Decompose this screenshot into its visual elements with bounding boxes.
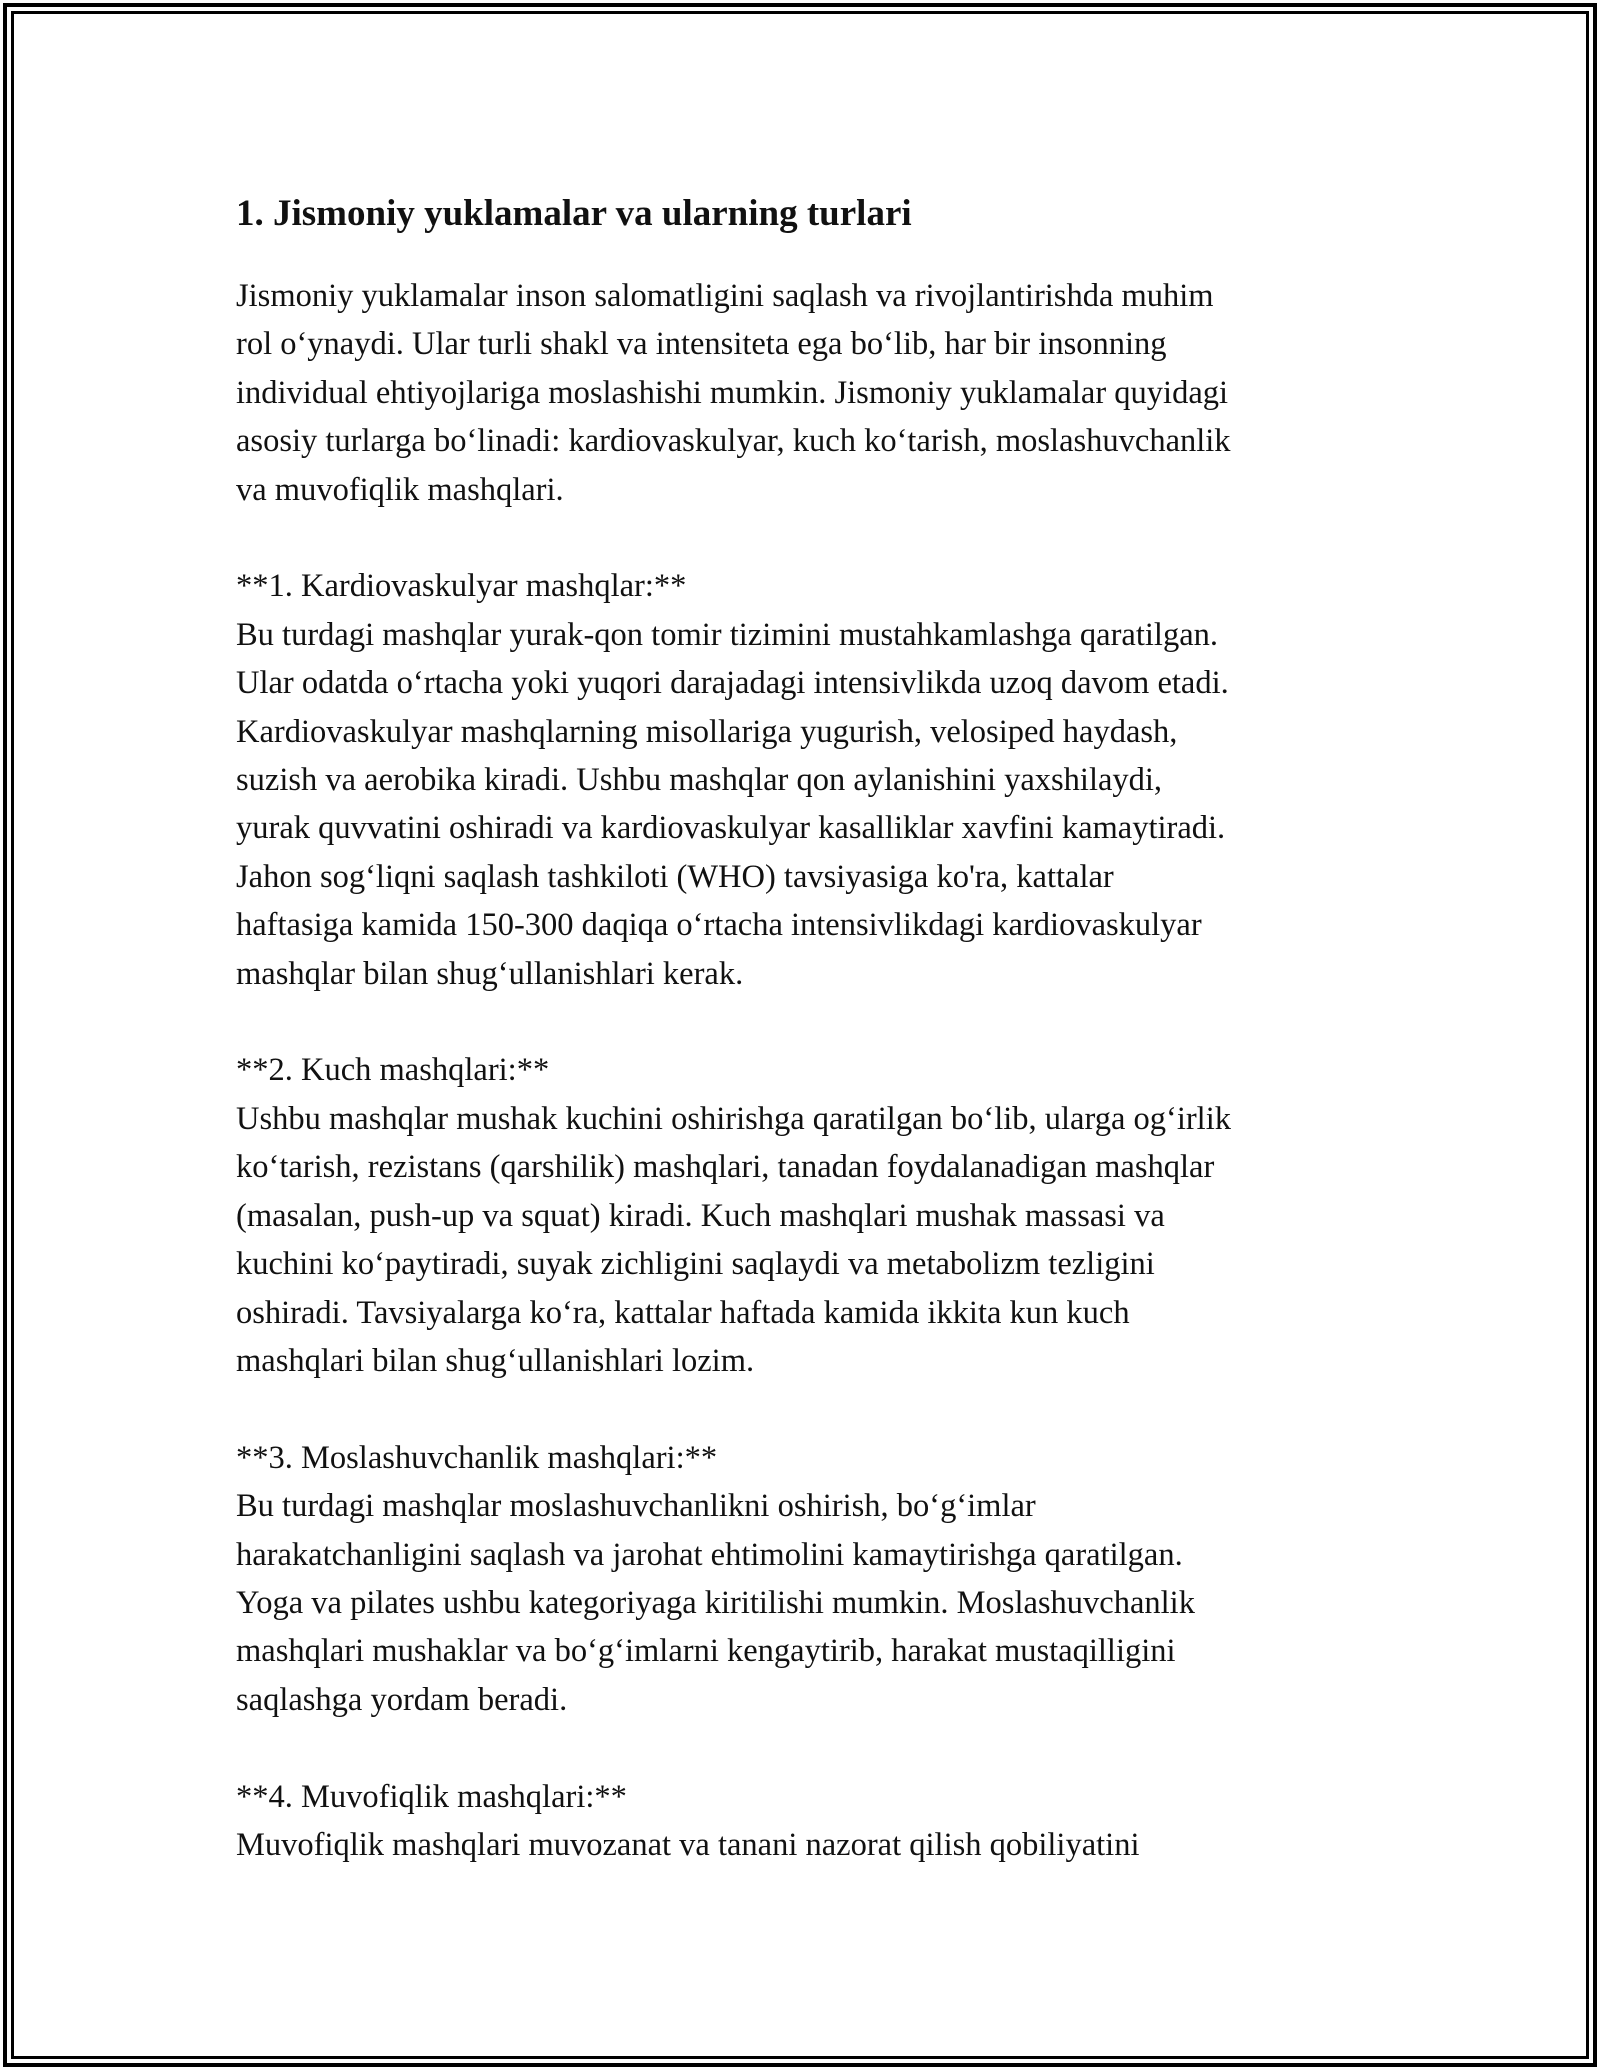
sections-list (236, 562, 1366, 1869)
section-line: mashqlari bilan shug‘ullanishlari lozim. (236, 1342, 755, 1379)
section-line: saqlashga yordam beradi. (236, 1681, 568, 1718)
section-line: haftasiga kamida 150-300 daqiqa o‘rtacha intensivlikdagi kardiovaskulyar (236, 907, 1202, 944)
section-paragraph (236, 1482, 1366, 1724)
section-line: Bu turdagi mashqlar yurak-qon tomir tizimini mustahkamlashga qaratilgan. (236, 616, 1218, 653)
section-line: Ushbu mashqlar mushak kuchini oshirishga qaratilgan bo‘lib, ularga og‘irlik (236, 1100, 1231, 1137)
section-line: mashqlari mushaklar va bo‘g‘imlarni kengaytirib, harakat mustaqilligini (236, 1633, 1176, 1670)
section-paragraph (236, 611, 1366, 998)
intro-line: asosiy turlarga bo‘linadi: kardiovaskulyar, kuch ko‘tarish, moslashuvchanlik (236, 423, 1231, 460)
section-paragraph (236, 1095, 1366, 1385)
section-title: **1. Kardiovaskulyar mashqlar:** (236, 568, 687, 605)
intro-line: rol o‘ynaydi. Ular turli shakl va intensiteta ega bo‘lib, har bir insonning (236, 326, 1167, 363)
section-line: harakatchanligini saqlash va jarohat ehtimolini kamaytirishga qaratilgan. (236, 1536, 1183, 1573)
intro-line: Jismoniy yuklamalar inson salomatligini saqlash va rivojlantirishda muhim (236, 278, 1214, 314)
section-line: Kardiovaskulyar mashqlarning misollariga yugurish, velosiped haydash, (236, 713, 1178, 750)
section-paragraph (236, 1821, 1366, 1869)
section-block (236, 1046, 1366, 1385)
section-title: **4. Muvofiqlik mashqlari:** (236, 1778, 627, 1815)
section-title: **2. Kuch mashqlari:** (236, 1052, 550, 1089)
intro-line: va muvofiqlik mashqlari. (236, 471, 564, 508)
section-line: oshiradi. Tavsiyalarga ko‘ra, kattalar haftada kamida ikkita kun kuch (236, 1294, 1130, 1331)
intro-paragraph (236, 272, 1366, 514)
section-line: Bu turdagi mashqlar moslashuvchanlikni oshirish, bo‘g‘imlar (236, 1488, 1036, 1525)
section-block (236, 562, 1366, 998)
document-heading: 1. Jismoniy yuklamalar va ularning turlari (236, 193, 912, 234)
section-line: (masalan, push-up va squat) kiradi. Kuch mashqlari mushak massasi va (236, 1197, 1165, 1234)
intro-line: individual ehtiyojlariga moslashishi mumkin. Jismoniy yuklamalar quyidagi (236, 374, 1229, 411)
section-line: Muvofiqlik mashqlari muvozanat va tanani nazorat qilish qobiliyatini (236, 1826, 1140, 1863)
section-block (236, 1773, 1366, 1870)
section-line: yurak quvvatini oshiradi va kardiovaskulyar kasalliklar xavfini kamaytiradi. (236, 810, 1226, 847)
section-block (236, 1434, 1366, 1724)
section-line: suzish va aerobika kiradi. Ushbu mashqlar qon aylanishini yaxshilaydi, (236, 762, 1163, 799)
section-line: kuchini ko‘paytiradi, suyak zichligini saqlaydi va metabolizm tezligini (236, 1246, 1155, 1283)
section-line: Ular odatda o‘rtacha yoki yuqori darajadagi intensivlikda uzoq davom etadi. (236, 665, 1229, 702)
document-body (236, 186, 1366, 1869)
section-title: **3. Moslashuvchanlik mashqlari:** (236, 1439, 718, 1476)
section-line: Yoga va pilates ushbu kategoriyaga kiritilishi mumkin. Moslashuvchanlik (236, 1584, 1195, 1621)
section-line: Jahon sog‘liqni saqlash tashkiloti (WHO) tavsiyasiga ko'ra, kattalar (236, 858, 1114, 895)
section-line: ko‘tarish, rezistans (qarshilik) mashqlari, tanadan foydalanadigan mashqlar (236, 1149, 1215, 1186)
section-line: mashqlar bilan shug‘ullanishlari kerak. (236, 955, 744, 992)
